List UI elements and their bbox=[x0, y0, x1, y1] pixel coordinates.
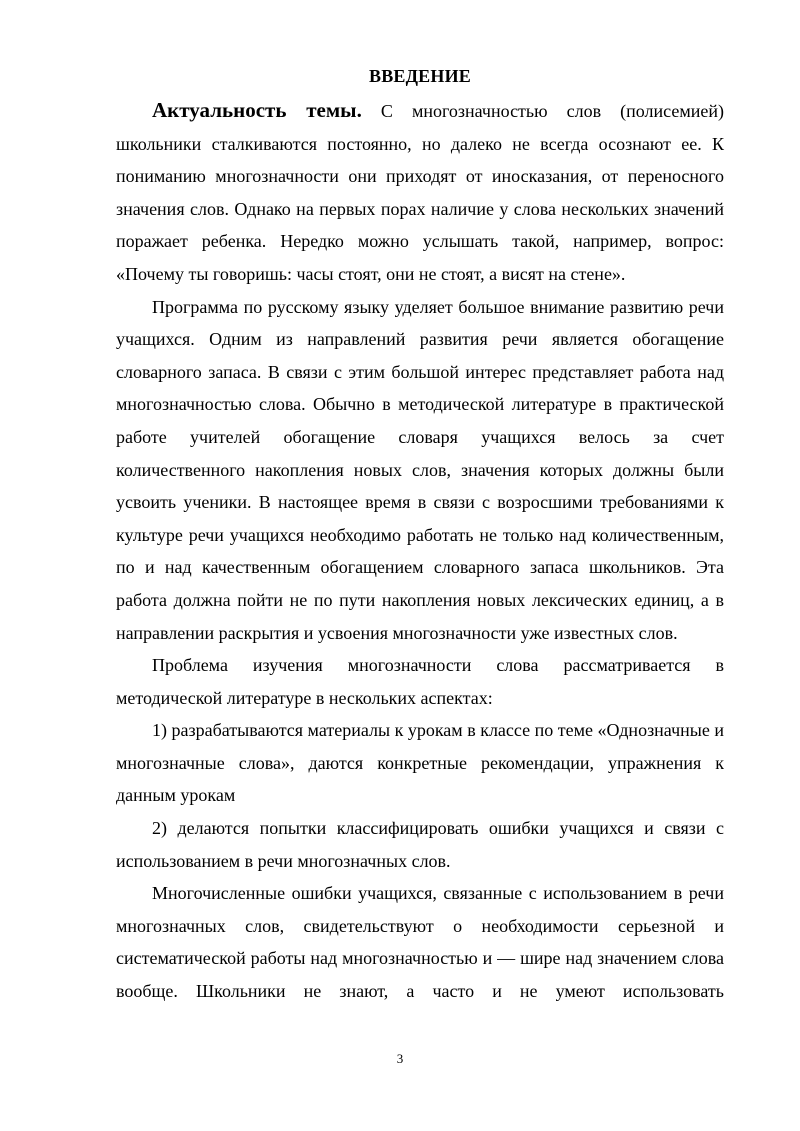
paragraph-program: Программа по русскому языку уделяет большое внимание развитию речи учащихся. Одним из направлений развития речи является обогащение словарного запаса. В связи с этим большой интерес представляет работа над многозначностью слова. Обычно в методической литературе в практической работе учителей обогащение словаря учащихся велось за счет количественного накопления новых слов, значения которых должны были усвоить ученики. В настоящее время в связи с возросшими требованиями к культуре речи учащихся необходимо работать не только над количественным, по и над качественным обогащением словарного запаса школьников. Эта работа должна пойти не по пути накопления новых лексических единиц, а в направлении раскрытия и усвоения многозначности уже известных слов. bbox=[116, 296, 724, 643]
paragraph-problem: Проблема изучения многозначности слова рассматривается в методической литературе в нескольких аспектах: bbox=[116, 655, 724, 708]
relevance-text: С многозначностью слов (полисемией) школьники сталкиваются постоянно, но далеко не всегда осознают ее. К пониманию многозначности они приходят от иносказания, от переносного значения слов. Однако на первых порах наличие у слова нескольких значений поражает ребенка. Нередко можно услышать такой, например, вопрос: «Почему ты говоришь: часы стоят, они не стоят, а висят на стене». bbox=[116, 101, 725, 284]
paragraph-item-2: 2) делаются попытки классифицировать ошибки учащихся и связи с использованием в речи многозначных слов. bbox=[116, 818, 724, 871]
paragraph-relevance bbox=[116, 94, 724, 291]
document-body bbox=[116, 66, 724, 1008]
section-heading: ВВЕДЕНИЕ bbox=[368, 66, 471, 86]
relevance-lead: Актуальность темы. bbox=[152, 98, 362, 122]
page-number: 3 bbox=[396, 1051, 404, 1066]
paragraph-errors: Многочисленные ошибки учащихся, связанные с использованием в речи многозначных слов, свидетельствуют о необходимости серьезной и систематической работы над многозначностью и — шире над значением слова вообще. Школьники не знают, а часто и не умеют использовать bbox=[116, 883, 724, 1002]
paragraph-item-1: 1) разрабатываются материалы к урокам в классе по теме «Однозначные и многозначные слова», даются конкретные рекомендации, упражнения к данным урокам bbox=[116, 720, 724, 806]
